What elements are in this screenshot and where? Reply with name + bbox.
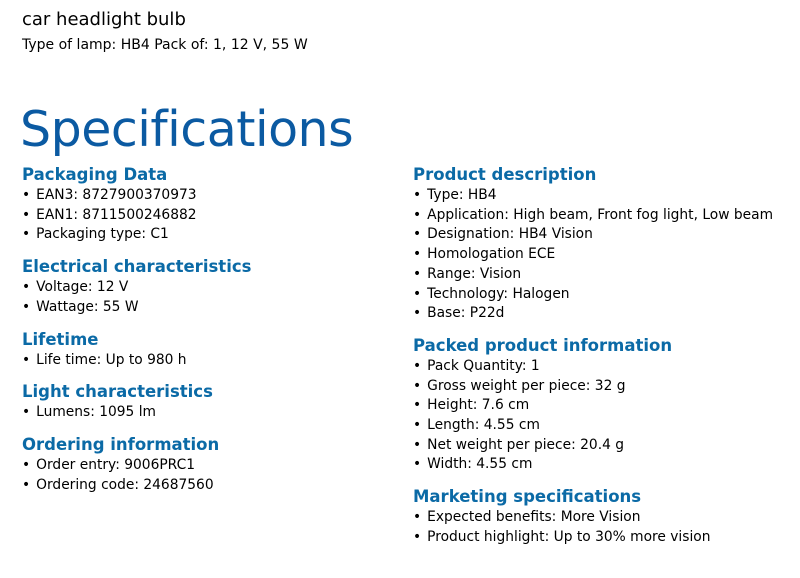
spec-list bbox=[22, 403, 382, 423]
section-title: Product description bbox=[413, 165, 597, 184]
spec-item: • Range: Vision bbox=[413, 265, 793, 285]
spec-item: • Lumens: 1095 lm bbox=[22, 403, 382, 423]
spec-list bbox=[413, 508, 793, 547]
section-title: Light characteristics bbox=[22, 382, 213, 402]
section-title: Electrical characteristics bbox=[22, 257, 252, 277]
spec-item: • Gross weight per piece: 32 g bbox=[413, 377, 793, 397]
spec-item: • Height: 7.6 cm bbox=[413, 396, 793, 416]
section-title: Lifetime bbox=[22, 329, 99, 349]
spec-item: • Order entry: 9006PRC1 bbox=[22, 456, 382, 476]
right-column bbox=[413, 164, 793, 559]
spec-list bbox=[22, 278, 382, 317]
spec-section bbox=[22, 381, 382, 423]
spec-section bbox=[22, 164, 382, 245]
spec-item: • Length: 4.55 cm bbox=[413, 416, 793, 436]
spec-item: • Life time: Up to 980 h bbox=[22, 351, 382, 371]
spec-item: • EAN1: 8711500246882 bbox=[22, 206, 382, 226]
spec-list bbox=[22, 351, 382, 371]
spec-section bbox=[413, 335, 793, 475]
spec-section bbox=[413, 486, 793, 547]
spec-item: • Expected benefits: More Vision bbox=[413, 508, 793, 528]
spec-item: • Application: High beam, Front fog light, Low beam bbox=[413, 206, 793, 226]
spec-item: • Product highlight: Up to 30% more vision bbox=[413, 528, 793, 548]
spec-item: • Voltage: 12 V bbox=[22, 278, 382, 298]
spec-item: • Wattage: 55 W bbox=[22, 298, 382, 318]
spec-item: • Base: P22d bbox=[413, 304, 793, 324]
product-name: car headlight bulb bbox=[22, 9, 186, 30]
section-title: Packaging Data bbox=[22, 165, 168, 184]
section-title: Packed product information bbox=[413, 335, 673, 355]
spec-list bbox=[22, 456, 382, 495]
spec-list bbox=[22, 186, 382, 245]
spec-item: • Ordering code: 24687560 bbox=[22, 476, 382, 496]
spec-section bbox=[413, 164, 793, 324]
left-column bbox=[22, 164, 382, 506]
spec-item: • Technology: Halogen bbox=[413, 285, 793, 305]
spec-item: • Homologation ECE bbox=[413, 245, 793, 265]
spec-item: • Width: 4.55 cm bbox=[413, 455, 793, 475]
spec-item: • Packaging type: C1 bbox=[22, 225, 382, 245]
spec-item: • EAN3: 8727900370973 bbox=[22, 186, 382, 206]
spec-item: • Designation: HB4 Vision bbox=[413, 225, 793, 245]
spec-section bbox=[22, 256, 382, 317]
spec-item: • Type: HB4 bbox=[413, 186, 793, 206]
spec-list bbox=[413, 186, 793, 324]
spec-section bbox=[22, 329, 382, 371]
spec-section bbox=[22, 434, 382, 495]
section-title: Marketing specifications bbox=[413, 487, 642, 507]
page-title: Specifications bbox=[20, 100, 354, 158]
product-subtitle: Type of lamp: HB4 Pack of: 1, 12 V, 55 W bbox=[22, 37, 308, 53]
section-title: Ordering information bbox=[22, 434, 220, 454]
spec-list bbox=[413, 357, 793, 475]
spec-item: • Pack Quantity: 1 bbox=[413, 357, 793, 377]
spec-item: • Net weight per piece: 20.4 g bbox=[413, 436, 793, 456]
